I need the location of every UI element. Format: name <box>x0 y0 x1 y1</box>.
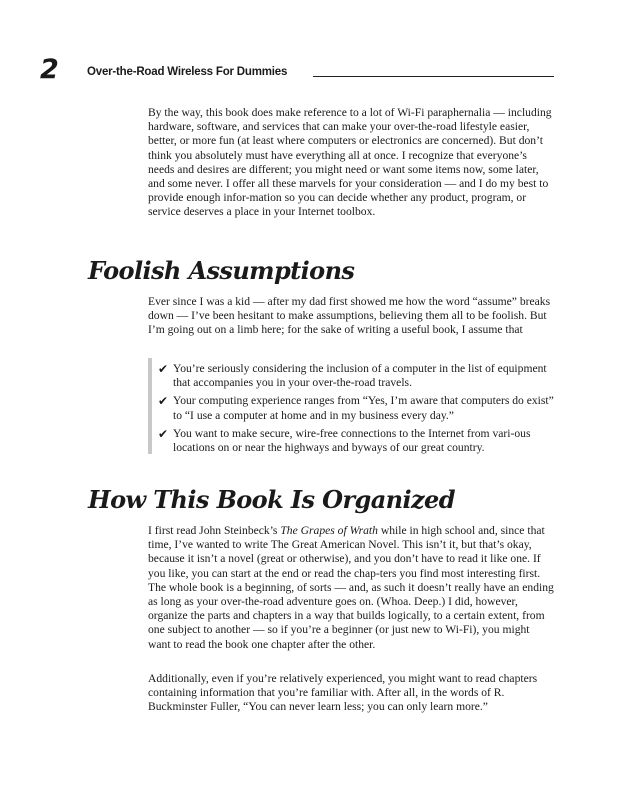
list-sidebar-bar <box>148 358 152 454</box>
assumptions-paragraph: Ever since I was a kid — after my dad first showed me how the word “assume” breaks down — I’ve been hesitant to make assumptions, believing them all to be foolish. But I’m going out on a limb here; for the sake of writing a useful book, I assume that <box>148 295 551 337</box>
running-head: Over-the-Road Wireless For Dummies <box>87 66 288 78</box>
page-header <box>40 56 554 86</box>
checkmark-icon: ✔ <box>158 394 169 409</box>
organized-paragraph-2: Additionally, even if you’re relatively experienced, you might want to read chapters containing information that you’re familiar with. After all, in the words of R. Buckminster Fuller, “You can never learn less; you can only learn more.” <box>148 672 538 714</box>
list-item-text: You’re seriously considering the inclusion of a computer in the list of equipment that accompanies you in your over-the-road travels. <box>173 362 547 390</box>
book-title-grapes-of-wrath: The Grapes of Wrath <box>280 524 378 537</box>
organized-text-after-title: while in high school and, since that time, I’ve wanted to write The Great American Novel. This isn’t it, but that’s okay, because it isn’t a novel (great or otherwise), and you don’t have to read it like one. If you like, you can start at the end or read the chap-ters you find most interesting first. The whole book is a beginning, of sorts — and, as such it doesn’t really have an ending as long as your over-the-road adventure goes on. (Whoa. Deep.) I did, however, organize the parts and chapters in a way that builds logically, to a certain extent, from one subject to another — so if you’re a beginner (or just new to Wi-Fi), you might want to read the book one chapter after the other. <box>148 524 554 651</box>
bullet-list <box>158 362 554 459</box>
header-rule <box>313 76 554 77</box>
list-item <box>158 427 554 455</box>
list-item <box>158 394 554 422</box>
list-item <box>158 362 554 390</box>
organized-paragraph-1 <box>148 524 554 652</box>
heading-how-this-book-is-organized: How This Book Is Organized <box>88 485 455 514</box>
page-number: 2 <box>40 54 58 85</box>
checkmark-icon: ✔ <box>158 362 169 376</box>
list-item-text: You want to make secure, wire-free connections to the Internet from vari-ous locations on or near the highways and byways of our great country. <box>173 426 531 455</box>
list-item-text: Your computing experience ranges from “Yes, I’m aware that computers do exist” to “I use a computer at home and in my business every day.” <box>173 394 554 422</box>
assumption-list <box>148 358 554 454</box>
checkmark-icon: ✔ <box>158 426 169 441</box>
organized-text-before-title: I first read John Steinbeck’s <box>148 524 281 537</box>
intro-paragraph: By the way, this book does make reference to a lot of Wi-Fi paraphernalia — including hardware, software, and services that can make your over-the-road lifestyle easier, better, or more fun (at least where computers or electronics are concerned). But don’t think you absolutely must have everything all at once. I recognize that everyone’s needs and desires are different; you might need or want some items now, some later, and some never. I offer all these marvels for your consideration — and I do my best to provide enough infor-mation so you can decide whether any product, program, or service deserves a place in your Internet toolbox. <box>148 106 552 219</box>
heading-foolish-assumptions: Foolish Assumptions <box>88 256 355 285</box>
